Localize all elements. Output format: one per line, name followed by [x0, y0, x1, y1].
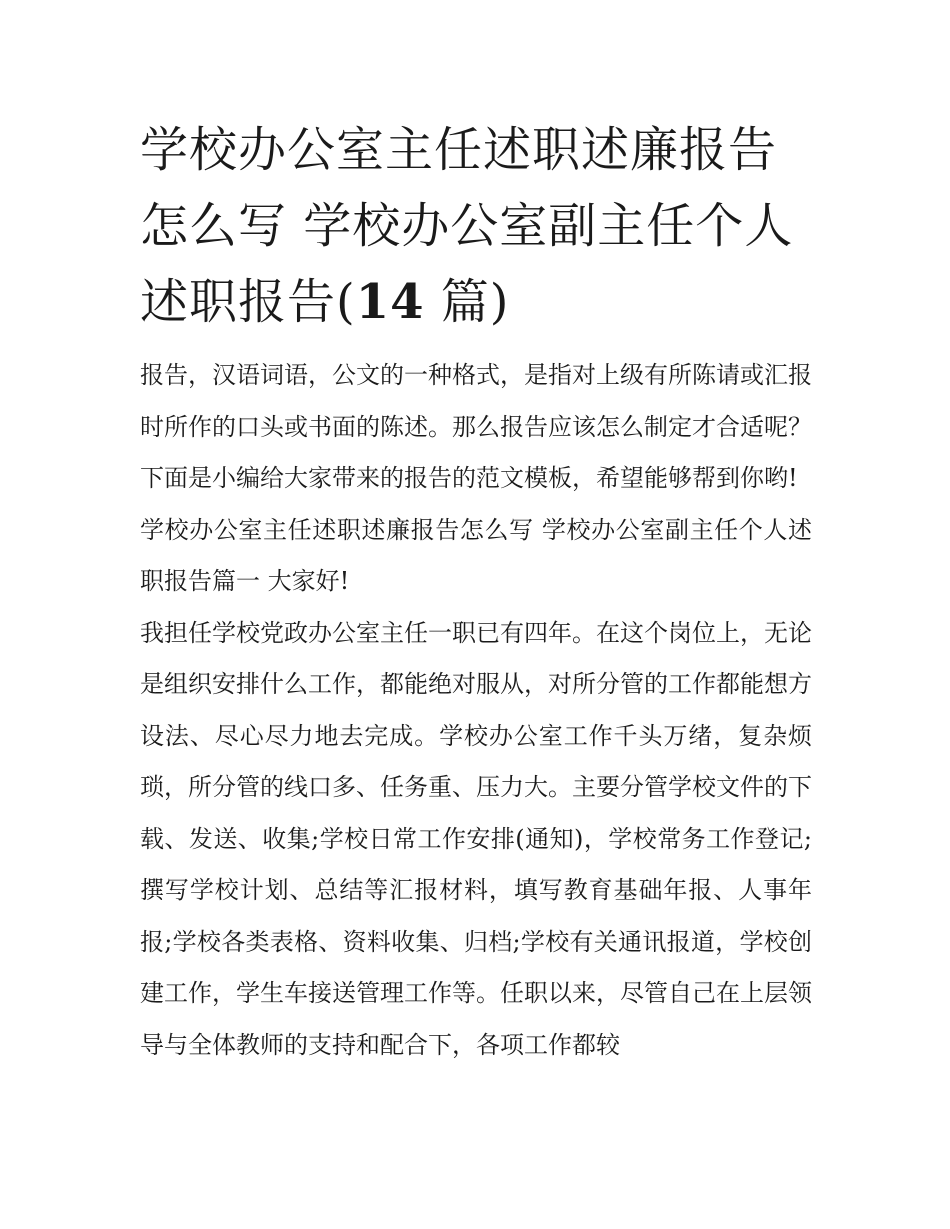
intro-paragraph: 报告，汉语词语，公文的一种格式，是指对上级有所陈请或汇报时所作的口头或书面的陈述。那么报告应该怎么制定才合适呢？下面是小编给大家带来的报告的范文模板，希望能够帮到你哟!: [140, 361, 812, 492]
document-title: [140, 112, 812, 340]
title-count: 14: [355, 274, 425, 330]
document-body: [140, 112, 812, 1071]
section-heading-paragraph: 学校办公室主任述职述廉报告怎么写 学校办公室副主任个人述职报告篇一 大家好!: [140, 515, 812, 595]
title-text: 学校办公室主任述职述廉报告怎么写 学校办公室副主任个人述职报告(: [140, 122, 794, 330]
title-suffix: 篇): [424, 274, 510, 330]
body-paragraph: 我担任学校党政办公室主任一职已有四年。在这个岗位上，无论是组织安排什么工作，都能绝对服从，对所分管的工作都能想方设法、尽心尽力地去完成。学校办公室工作千头万绪，复杂烦琐，所分管的线口多、任务重、压力大。主要分管学校文件的下载、发送、收集;学校日常工作安排(通知)，学校常务工作登记;撰写学校计划、总结等汇报材料，填写教育基础年报、人事年报;学校各类表格、资料收集、归档;学校有关通讯报道，学校创建工作，学生车接送管理工作等。任职以来，尽管自己在上层领导与全体教师的支持和配合下，各项工作都较: [140, 618, 812, 1059]
